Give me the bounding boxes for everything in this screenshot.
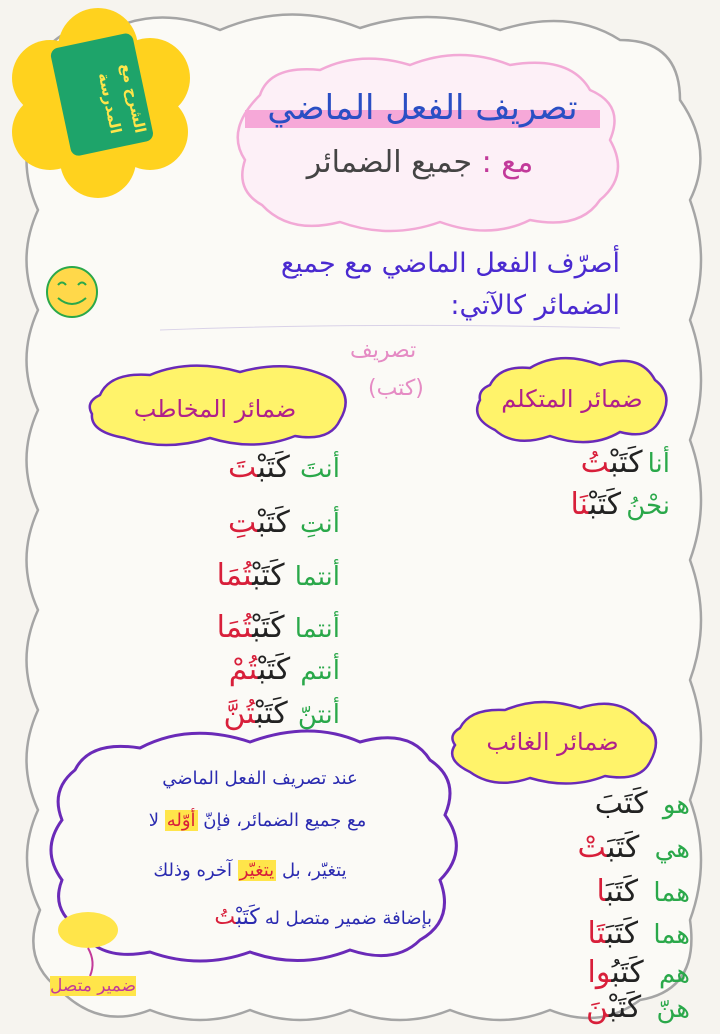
speaker-verb: كَتَبْنَا <box>570 487 622 522</box>
absent-row <box>586 990 690 1025</box>
addressee-verb: كَتَبْتُمَا <box>216 610 285 645</box>
absent-pronoun: هو <box>662 790 690 820</box>
smiley-icon <box>47 267 97 317</box>
speaker-row <box>581 445 670 480</box>
rule-line-4 <box>62 905 432 930</box>
corner-badge-text: الشرح مع المدرسة <box>94 61 150 136</box>
absent-row <box>587 916 690 951</box>
addressee-pronoun: أنتَ <box>300 454 340 484</box>
page-subtitle <box>255 145 585 180</box>
addressee-pronoun: أنتِ <box>300 509 340 539</box>
rule-line-1: عند تصريف الفعل الماضي <box>162 768 358 789</box>
addressee-row <box>217 558 340 593</box>
addressee-pronoun: أنتم <box>300 656 340 686</box>
intro-line-1: أصرّف الفعل الماضي مع جميع <box>280 248 620 279</box>
absent-verb: كَتَبَا <box>596 874 639 909</box>
addressee-verb: كَتَبْتَ <box>227 450 290 485</box>
absent-pronoun: هم <box>658 959 690 989</box>
rule-example-verb: كَتَبْتُ <box>214 905 260 930</box>
addressee-header: ضمائر المخاطب <box>133 395 297 423</box>
absent-verb: كَتَبَتَا <box>587 916 639 951</box>
addressee-pronoun: أنتما <box>294 614 340 644</box>
absent-row <box>577 830 690 865</box>
rule-line-3: يتغيّر، بل يتغيّر آخره وذلك <box>153 860 347 881</box>
absent-pronoun: هما <box>653 920 690 950</box>
speaker-header: ضمائر المتكلم <box>501 385 643 413</box>
subtitle-main: جميع الضمائر <box>306 145 473 180</box>
conjugation-note-label: تصريف <box>350 338 417 363</box>
absent-row <box>587 955 690 990</box>
speaker-row <box>571 487 671 522</box>
attached-pronoun-label: ضمير متصل <box>50 976 137 996</box>
speaker-verb: كَتَبْتُ <box>580 445 643 480</box>
rule-line-2: مع جميع الضمائر، فإنّ أوّله لا <box>148 810 367 831</box>
page-title: تصريف الفعل الماضي <box>245 88 600 128</box>
absent-row <box>597 874 690 909</box>
absent-verb: كَتَبْنَ <box>585 990 642 1025</box>
absent-pronoun: هما <box>653 878 690 908</box>
conjugation-note-verb: (كتب) <box>368 376 424 401</box>
rule-line-4-text: بإضافة ضمير متصل له <box>264 908 432 929</box>
addressee-pronoun: أنتما <box>294 562 340 592</box>
addressee-verb: كَتَبْتُنَّ <box>223 696 288 731</box>
absent-header: ضمائر الغائب <box>486 728 619 756</box>
absent-verb: كَتَبَتْ <box>577 830 640 865</box>
addressee-verb: كَتَبْتُمَا <box>216 558 285 593</box>
addressee-row <box>228 505 340 540</box>
intro-line-2: الضمائر كالآتي: <box>450 290 620 321</box>
speaker-pronoun: أنا <box>647 449 670 479</box>
subtitle-prefix: مع : <box>481 145 534 180</box>
absent-row <box>595 786 690 821</box>
addressee-pronoun: أنتنّ <box>297 700 340 730</box>
addressee-row <box>217 610 340 645</box>
absent-verb: كَتَبُوا <box>587 955 644 990</box>
absent-pronoun: هنّ <box>656 994 690 1024</box>
highlight-first-letter: أوّله <box>166 810 196 831</box>
title-cloud <box>238 55 618 231</box>
absent-pronoun: هي <box>654 834 690 864</box>
highlight-changes: يتغيّر <box>239 860 275 881</box>
addressee-row <box>223 696 340 731</box>
speaker-pronoun: نحْنُ <box>626 491 670 521</box>
addressee-verb: كَتَبْتُمْ <box>228 652 291 687</box>
absent-verb: كَتَبَ <box>594 786 648 821</box>
addressee-row <box>229 652 340 687</box>
addressee-verb: كَتَبْتِ <box>227 505 290 540</box>
addressee-row <box>228 450 340 485</box>
